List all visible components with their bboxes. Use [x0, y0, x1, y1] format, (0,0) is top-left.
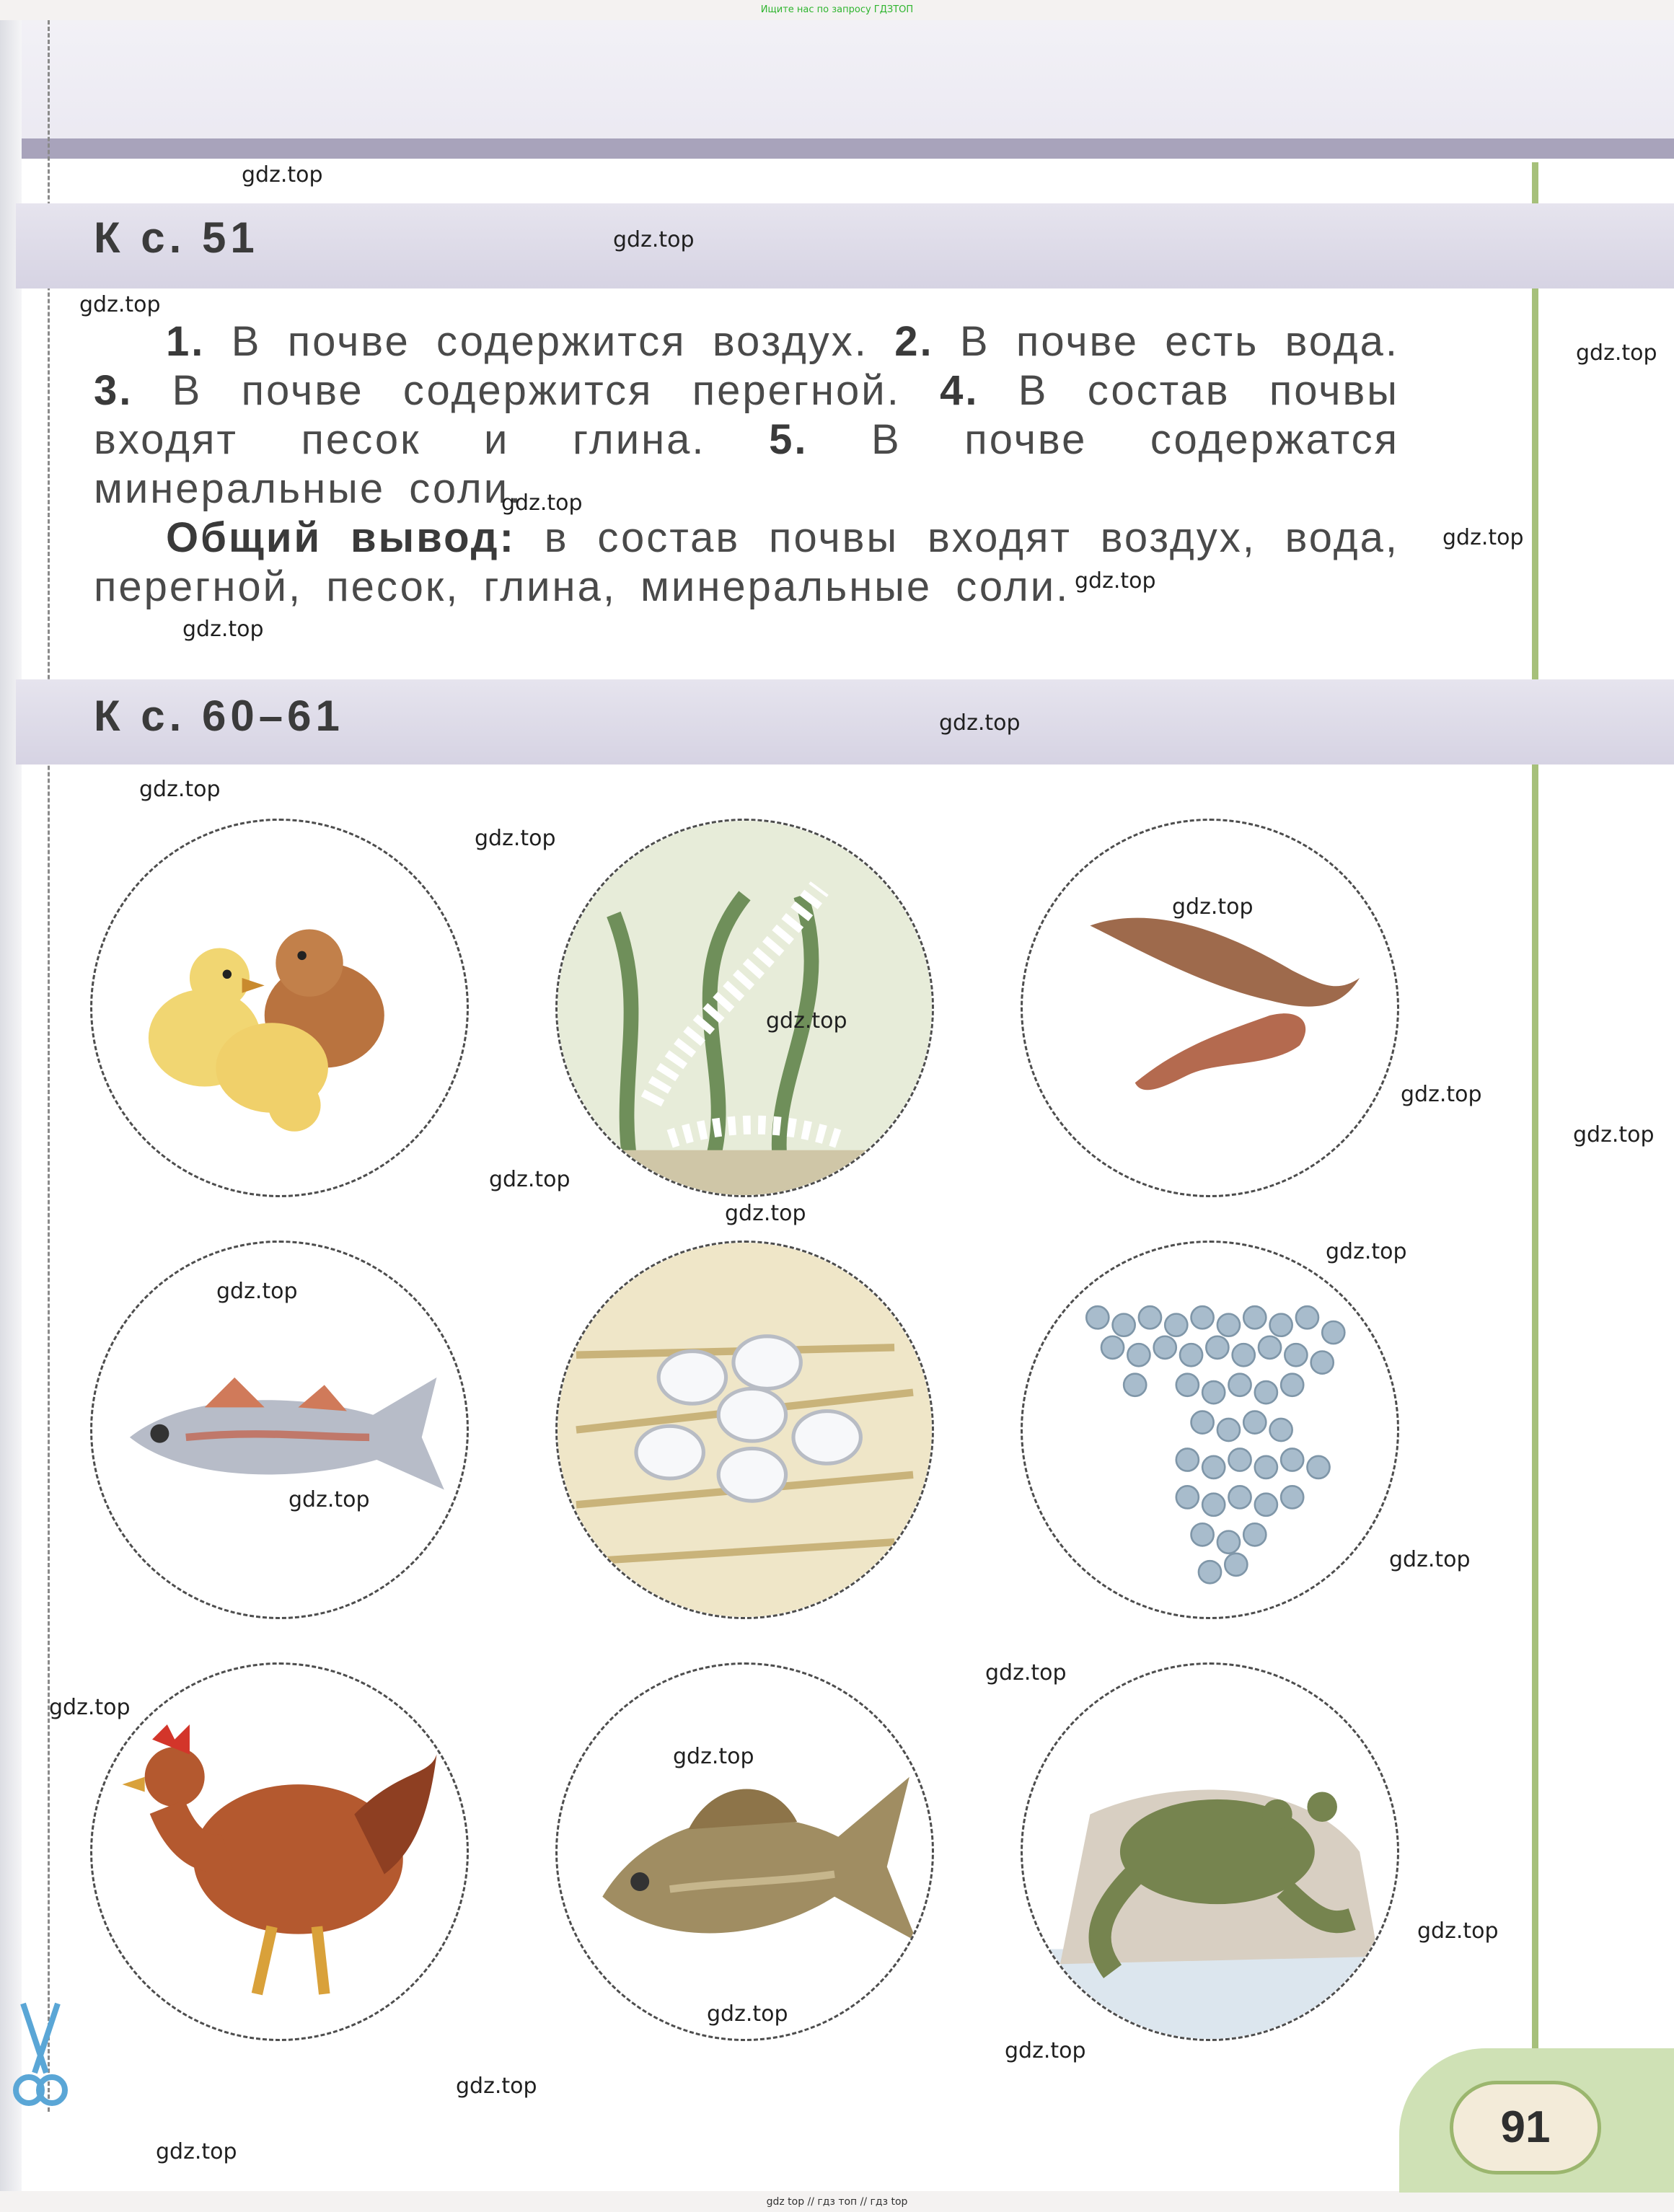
watermark: gdz.top	[475, 826, 556, 851]
watermark: gdz.top	[1389, 1547, 1471, 1572]
watermark: gdz.top	[1172, 894, 1254, 920]
top-band	[16, 20, 1674, 144]
section-bar-51	[16, 203, 1674, 288]
frog-icon	[1021, 1662, 1399, 2041]
watermark: gdz.top	[79, 292, 161, 317]
frog-spawn-icon	[1021, 1241, 1399, 1619]
watermark: gdz.top	[766, 1008, 847, 1034]
watermark: gdz.top	[725, 1201, 806, 1226]
watermark: gdz.top	[242, 162, 323, 188]
watermark: gdz.top	[673, 1744, 754, 1769]
watermark: gdz.top	[1401, 1082, 1482, 1107]
top-band-bar	[16, 138, 1674, 159]
page-gutter-shadow	[0, 20, 22, 2191]
scissors-icon	[12, 1998, 69, 2113]
green-margin-rule	[1532, 162, 1538, 2124]
watermark: gdz.top	[1417, 1918, 1499, 1944]
chicks-icon	[90, 819, 469, 1197]
top-banner: Ищите нас по запросу ГДЗТОП	[760, 4, 914, 15]
tadpoles-icon	[1021, 819, 1399, 1197]
hen-icon	[90, 1662, 469, 2041]
watermark: gdz.top	[613, 227, 695, 252]
crucian-carp-icon	[555, 1662, 934, 2041]
watermark: gdz.top	[1576, 340, 1657, 366]
watermark: gdz.top	[1326, 1239, 1407, 1264]
cut-line	[48, 20, 50, 2112]
watermark: gdz.top	[1573, 1122, 1655, 1147]
watermark: gdz.top	[1442, 525, 1524, 550]
section-title-60-61: К с. 60–61	[94, 692, 344, 740]
watermark: gdz.top	[216, 1279, 298, 1304]
footer-note: gdz top // гдз топ // гдз top	[766, 2196, 908, 2208]
watermark: gdz.top	[49, 1695, 131, 1720]
answer-conclusion: Общий вывод: в состав почвы входят воздух, вода, перегной, песок, глина, минеральные соли.	[94, 514, 1399, 610]
watermark: gdz.top	[489, 1167, 571, 1192]
page-number: 91	[1450, 2081, 1601, 2174]
fish-spawn-on-waterweed-icon	[555, 819, 934, 1197]
answer-text-51	[94, 317, 1399, 612]
watermark: gdz.top	[939, 710, 1021, 736]
watermark: gdz.top	[1075, 568, 1156, 594]
watermark: gdz.top	[182, 617, 264, 642]
watermark: gdz.top	[288, 1487, 370, 1512]
watermark: gdz.top	[501, 490, 583, 516]
bird-eggs-in-nest-icon	[555, 1241, 934, 1619]
watermark: gdz.top	[1005, 2038, 1086, 2063]
section-title-51: К с. 51	[94, 213, 259, 262]
watermark: gdz.top	[707, 2001, 788, 2027]
watermark: gdz.top	[156, 2139, 237, 2164]
watermark: gdz.top	[985, 1660, 1067, 1686]
watermark: gdz.top	[456, 2074, 537, 2099]
watermark: gdz.top	[139, 777, 221, 802]
answer-paragraph-1: 1. В почве содержится воздух. 2. В почве есть вода. 3. В почве содержится перегной. 4. В состав почвы входят песок и глина. 5. В почве содержатся минеральные соли.	[94, 318, 1399, 512]
